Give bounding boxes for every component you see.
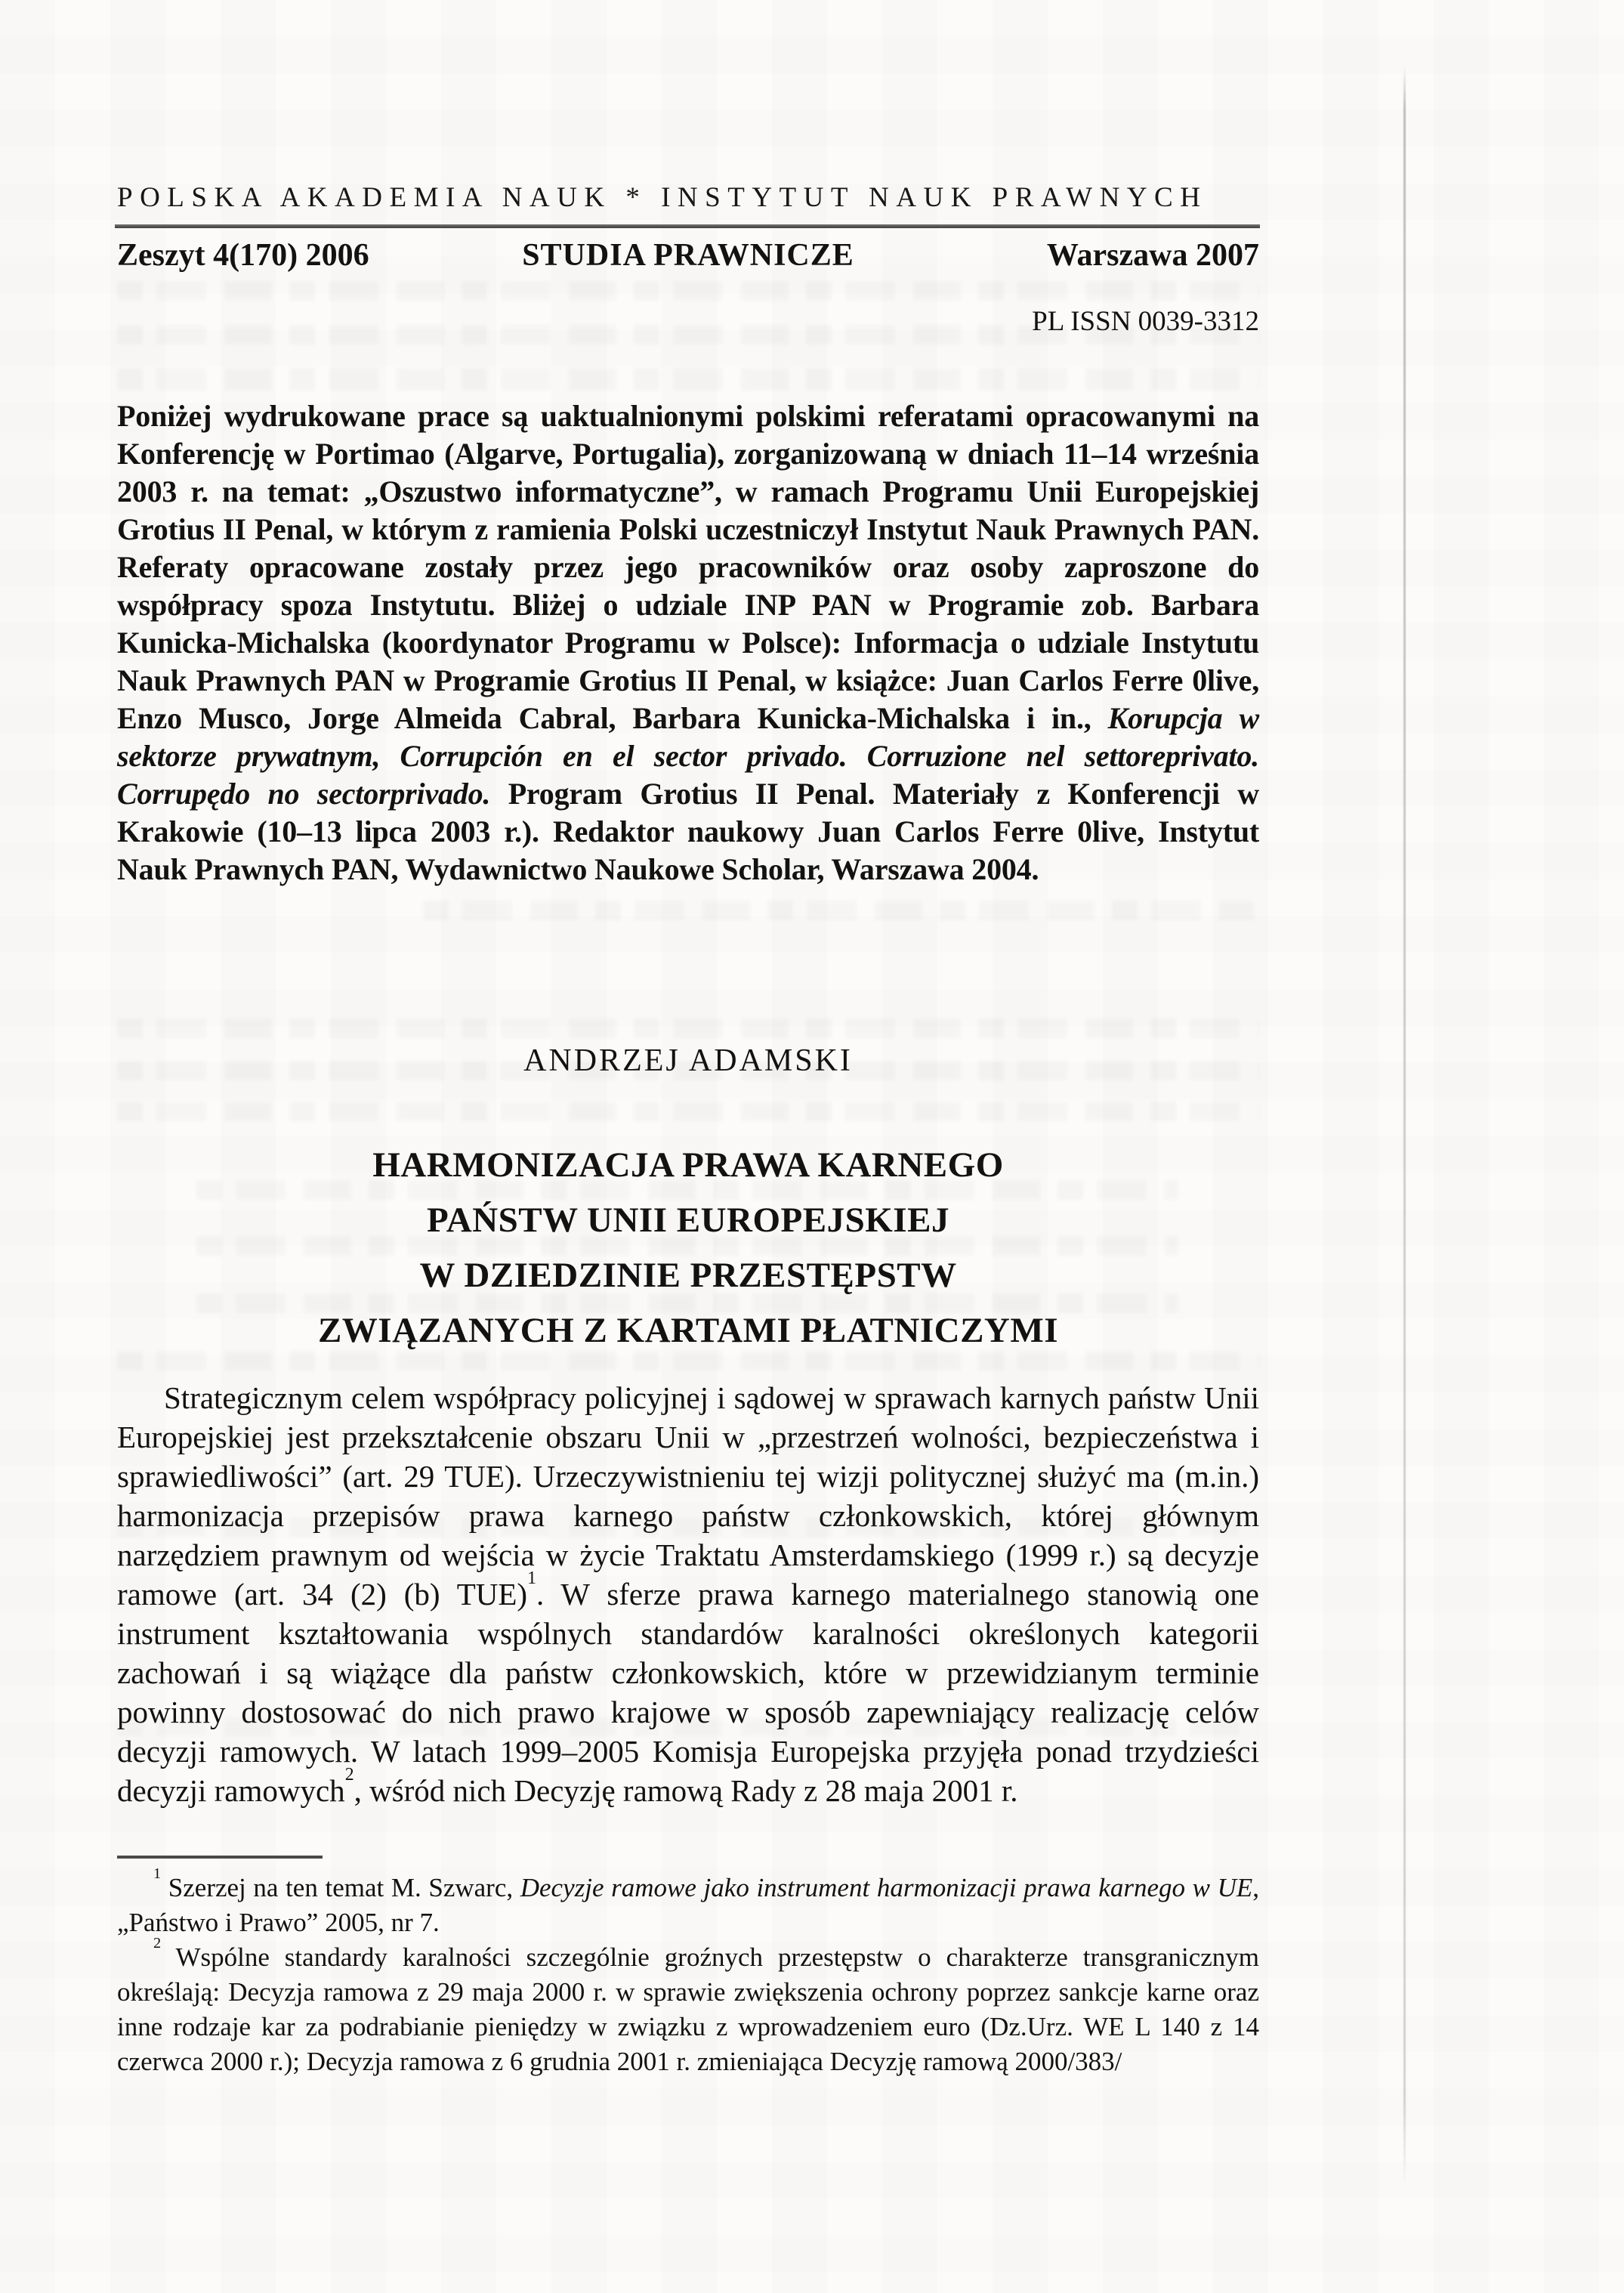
journal-info-row [117,237,1259,277]
bleed-through-artifact [117,281,1259,301]
author-name: ANDRZEJ ADAMSKI [523,1043,853,1078]
editorial-note [117,397,1259,888]
editorial-note-text-after: Program Grotius II Penal. Materiały z Konferencji w Krakowie (10–13 lipca 2003 r.). Redaktor naukowy Juan Carlos Ferre 0live, Instytut Nauk Prawnych PAN, Wydawnictwo Naukowe Scholar, Warszawa 2004. [117,777,1259,886]
footnote-reference-2: 2 [344,1765,354,1785]
article-title-line: W DZIEDZINIE PRZESTĘPSTW [419,1256,957,1295]
place-year: Warszawa 2007 [1046,238,1259,273]
body-paragraph [117,1378,1259,1810]
footnote-2 [117,1935,1259,2079]
editorial-note-text: Poniżej wydrukowane prace są uaktualnionymi polskimi referatami opracowanymi na Konferencję w Portimao (Algarve, Portugalia), zorganizowaną w dniach 11–14 września 2003 r. na temat: „Oszustwo informatyczne”, w ramach Programu Unii Europejskiej Grotius II Penal, w którym z ramienia Polski uczestniczył Instytut Nauk Prawnych PAN. Referaty opracowane zostały przez jego pracowników oraz osoby zaproszone do współpracy spoza Instytutu. Bliżej o udziale INP PAN w Programie zob. Barbara Kunicka-Michalska (koordynator Programu w Polsce): Informacja o udziale Instytutu Nauk Prawnych PAN w Programie Grotius II Penal, w książce: Juan Carlos Ferre 0live, Enzo Musco, Jorge Almeida Cabral, Barbara Kunicka-Michalska i in., [117,399,1259,735]
footnote-1-text-after: , „Państwo i Prawo” 2005, nr 7. [117,1873,1259,1937]
bleed-through-artifact [117,1102,1259,1121]
article-title-line: ZWIĄZANYCH Z KARTAMI PŁATNICZYMI [317,1311,1059,1350]
body-text: . W sferze prawa karnego materialnego stanowią one instrument kształtowania wspólnych standardów karalności określonych kategorii zachowań i są wiążące dla państw członkowskich, które w przewidzianym terminie powinny dostosować do nich prawo krajowe w sposób zapewniający realizację celów decyzji ramowych. W latach 1999–2005 Komisja Europejska przyjęła ponad trzydzieści decyzji ramowych [117,1577,1259,1808]
page-edge-scan-line [1403,66,1406,2186]
masthead-rule [115,224,1260,228]
editorial-note-italic-titles: Korupcja w sektorze prywatnym, Corrupción en el sector privado. Corruzione nel settoreprivato. Corrupędo no sectorprivado. [117,701,1259,811]
article-title [117,1138,1259,1358]
bleed-through-artifact [423,901,1254,920]
footnote-separator-rule [117,1856,323,1859]
issn-number: PL ISSN 0039-3312 [1032,306,1259,337]
footnote-2-text: Wspólne standardy karalności szczególnie groźnych przestępstw o charakterze transgranicznym określają: Decyzja ramowa z 29 maja 2000 r. w sprawie zwiększenia ochrony poprzez sankcje karne oraz inne rodzaje kar za podrabianie pieniędzy w związku z wprowadzeniem euro (Dz.Urz. WE L 140 z 14 czerwca 2000 r.); Decyzja ramowa z 6 grudnia 2001 r. zmieniająca Decyzję ramową 2000/383/ [117,1942,1259,2076]
footnote-1-marker: 1 [153,1865,162,1883]
footnotes-block [117,1865,1259,2079]
bleed-through-artifact [117,1018,1259,1038]
journal-title: STUDIA PRAWNICZE [522,238,854,273]
footnote-1 [117,1865,1259,1940]
issue-number: Zeszyt 4(170) 2006 [117,238,369,273]
footnote-1-text: Szerzej na ten temat M. Szwarc, [161,1873,520,1902]
body-text: , wśród nich Decyzję ramową Rady z 28 maja 2001 r. [354,1773,1018,1808]
footnote-1-italic-title: Decyzje ramowe jako instrument harmonizacji prawa karnego w UE [520,1873,1253,1902]
article-title-line: HARMONIZACJA PRAWA KARNEGO [372,1145,1004,1185]
institution-line: POLSKA AKADEMIA NAUK * INSTYTUT NAUK PRAWNYCH [117,182,1208,213]
footnote-reference-1: 1 [527,1568,536,1589]
bleed-through-artifact [117,368,1259,391]
body-text: Strategicznym celem współpracy policyjnej i sądowej w sprawach karnych państw Unii Europejskiej jest przekształcenie obszaru Unii w „przestrzeń wolności, bezpieczeństwa i sprawiedliwości” (art. 29 TUE). Urzeczywistnieniu tej wizji politycznej służyć ma (m.in.) harmonizacja przepisów prawa karnego państw członkowskich, której głównym narzędziem prawnym od wejścia w życie Traktatu Amsterdamskiego (1999 r.) są decyzje ramowe (art. 34 (2) (b) TUE) [117,1380,1259,1612]
footnote-2-marker: 2 [153,1935,162,1952]
article-title-line: PAŃSTW UNII EUROPEJSKIEJ [427,1201,949,1240]
